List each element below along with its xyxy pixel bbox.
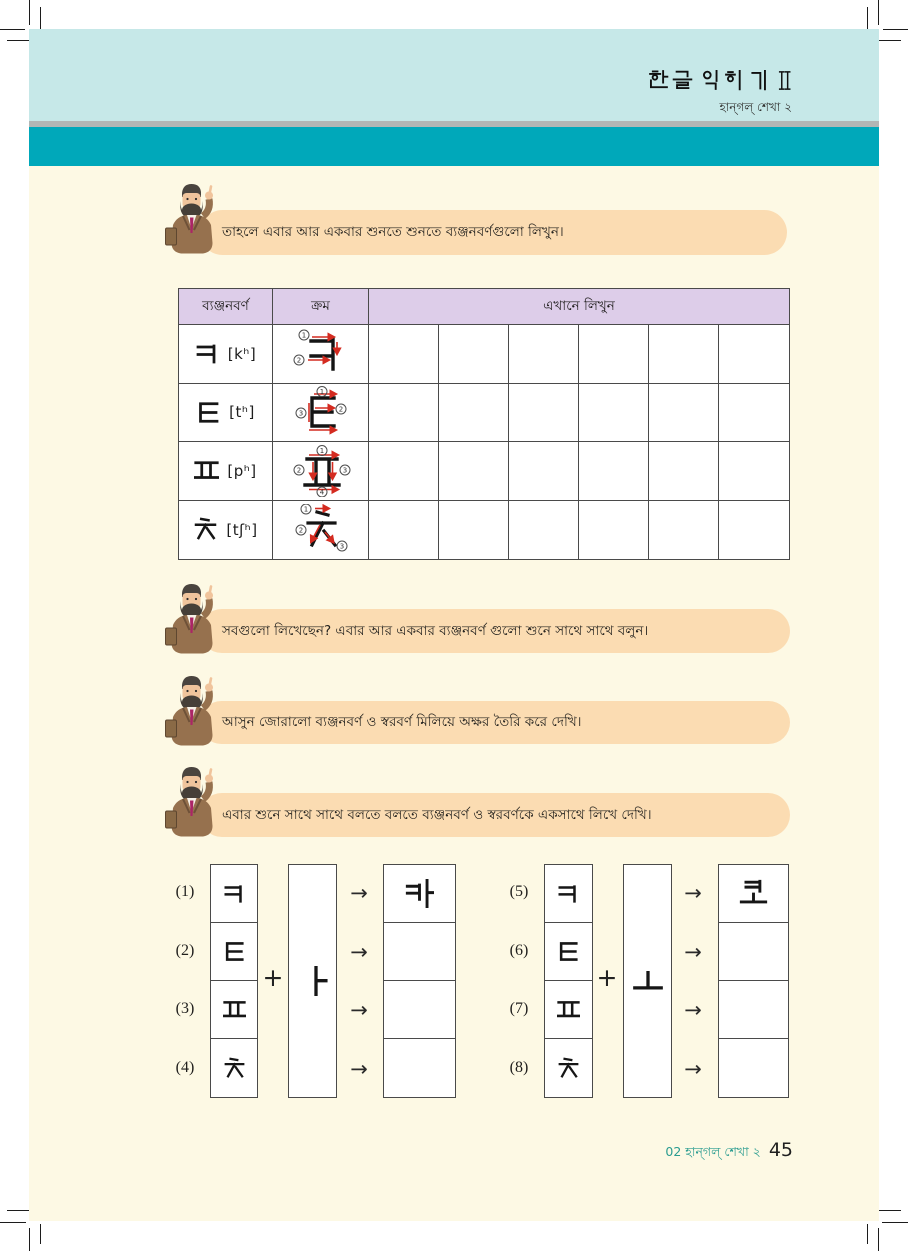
hangul-p-glyph [194,458,219,483]
table-header-write-here: এখানে লিখুন [369,289,789,325]
hangul-k-glyph [223,882,246,905]
svg-text:1: 1 [303,505,308,514]
consonant-cell [179,384,273,443]
hangul-syllable-geul [672,70,693,91]
roman-numeral-ii [777,70,792,91]
stroke-order-k-diagram [286,328,356,380]
consonant-cell [179,325,273,384]
consonant-box [545,923,592,981]
crop-mark [882,1222,908,1223]
consonant-box [545,865,592,923]
speech-bubble [200,701,790,744]
arrow-icon: → [684,998,702,1022]
consonant-box [211,981,257,1039]
crop-mark [7,1210,29,1211]
teacher-icon [163,582,221,656]
arrow-icon: → [350,881,368,905]
answer-box [719,981,788,1039]
vowel-box [623,864,672,1098]
consonant-box-column [210,864,258,1098]
svg-text:3: 3 [339,542,344,551]
speech-bubble [200,609,790,653]
exercise-row-number: (6) [509,942,529,959]
write-cell [579,442,649,501]
svg-text:4: 4 [319,488,324,497]
write-cell [369,325,439,384]
exercise-row-number: (7) [509,1000,529,1017]
bubble-text: তাহলে এবার আর একবার শুনতে শুনতে ব্যঞ্জনবর্ণগুলো লিখুন। [222,224,564,240]
consonant-box [545,1039,592,1097]
page-footer [665,1139,793,1164]
answer-box [384,1039,455,1097]
practice-table [178,288,790,560]
write-cell [719,501,789,560]
write-cell [649,384,719,443]
svg-text:1: 1 [319,388,324,397]
pronunciation: [kʰ] [227,344,257,363]
accent-band [29,127,879,166]
crop-mark [878,0,879,25]
hangul-t-glyph [557,940,580,963]
write-cell [369,442,439,501]
answer-box [719,865,788,923]
pronunciation: [tʃʰ] [226,520,258,539]
crop-mark [29,0,30,25]
exercise-row-number: (4) [175,1059,195,1076]
crop-mark [878,40,901,41]
hangul-p-glyph [557,998,580,1021]
vowel-box [288,864,337,1098]
crop-mark [0,1222,26,1223]
consonant-box [211,1039,257,1097]
bubble-text: এবার শুনে সাথে সাথে বলতে বলতে ব্যঞ্জনবর্ণ ও স্বরবর্ণকে একসাথে লিখে দেখি। [222,806,652,823]
write-cell [719,325,789,384]
hangul-a-glyph [298,966,328,996]
stroke-order-cell [273,501,369,560]
crop-mark [40,1224,41,1244]
write-cell [509,325,579,384]
write-cell [649,501,719,560]
svg-text:2: 2 [296,466,301,475]
hangul-syllable-ik [701,70,722,91]
hangul-t-glyph [196,400,221,425]
arrow-icon: → [350,1057,368,1081]
table-header-order: ক্রম [273,289,369,325]
svg-text:2: 2 [296,356,301,365]
arrow-icon: → [684,1057,702,1081]
hangul-o-glyph [633,966,663,996]
consonant-cell [179,501,273,560]
crop-mark [879,1210,901,1211]
arrow-icon: → [684,940,702,964]
crop-mark [867,1224,868,1244]
pronunciation: [pʰ] [227,461,257,480]
teacher-icon [163,182,221,256]
write-cell [579,325,649,384]
stroke-order-t-diagram [286,386,356,438]
write-cell [439,384,509,443]
write-cell [579,501,649,560]
crop-mark [7,40,30,41]
svg-text:3: 3 [298,409,303,418]
hangul-t-glyph [223,940,246,963]
hangul-syllable-hi [725,70,746,91]
stroke-order-cell [273,384,369,443]
hangul-p-glyph [223,998,246,1021]
hangul-k-glyph [557,882,580,905]
hangul-ka-glyph [405,879,434,908]
write-cell [649,442,719,501]
crop-mark [0,29,25,30]
svg-text:1: 1 [319,446,324,455]
speech-bubble [200,210,787,255]
arrow-icon: → [350,940,368,964]
exercise-row-number: (1) [175,883,195,900]
footer-chapter: 02 হান্গল্ শেখা ২ [665,1144,761,1159]
hangul-ch-glyph [557,1057,580,1080]
answer-box-column [383,864,456,1098]
plus-sign: + [596,963,618,992]
write-cell [719,384,789,443]
write-cell [579,384,649,443]
hangul-k-glyph [195,341,220,366]
consonant-box [211,923,257,981]
write-cell [369,384,439,443]
write-cell [509,501,579,560]
answer-box [719,923,788,981]
answer-box [384,865,455,923]
bubble-text: সবগুলো লিখেছেন? এবার আর একবার ব্যঞ্জনবর্ণ গুলো শুনে সাথে সাথে বলুন। [222,622,649,639]
exercise-row-number: (2) [175,942,195,959]
answer-box [719,1039,788,1097]
svg-text:1: 1 [301,331,306,340]
write-cell [719,442,789,501]
svg-text:2: 2 [338,405,343,414]
hangul-ko-glyph [739,879,768,908]
arrow-icon: → [350,998,368,1022]
speech-bubble [200,793,790,837]
answer-box-column [718,864,789,1098]
write-cell [439,442,509,501]
page-title [648,70,792,91]
exercise-row-number: (8) [509,1059,529,1076]
plus-sign: + [262,963,284,992]
stroke-order-cell [273,442,369,501]
write-cell [439,325,509,384]
write-cell [509,442,579,501]
hangul-ch-glyph [223,1057,246,1080]
arrow-icon: → [684,881,702,905]
stroke-order-p-diagram [286,445,356,497]
write-cell [649,325,719,384]
crop-mark [883,29,908,30]
teacher-icon [163,765,221,839]
svg-text:3: 3 [342,466,347,475]
teacher-icon [163,674,221,748]
exercise-row-number: (3) [175,1000,195,1017]
consonant-box [545,981,592,1039]
page-subtitle: হান্গল্ শেখা ২ [719,100,792,114]
hangul-syllable-gi [749,70,770,91]
write-cell [439,501,509,560]
hangul-syllable-han [648,70,669,91]
answer-box [384,923,455,981]
write-cell [509,384,579,443]
exercise-row-number: (5) [509,883,529,900]
stroke-order-cell [273,325,369,384]
hangul-ch-glyph [193,517,218,542]
crop-mark [878,1228,879,1251]
pronunciation: [tʰ] [229,403,255,422]
write-cell [369,501,439,560]
crop-mark [29,1228,30,1251]
consonant-box-column [544,864,593,1098]
consonant-cell [179,442,273,501]
consonant-box [211,865,257,923]
footer-page-number: 45 [768,1139,793,1161]
answer-box [384,981,455,1039]
svg-text:2: 2 [298,526,303,535]
table-header-consonant: ব্যঞ্জনবর্ণ [179,289,273,325]
bubble-text: আসুন জোরালো ব্যঞ্জনবর্ণ ও স্বরবর্ণ মিলিয়ে অক্ষর তৈরি করে দেখি। [222,714,582,730]
stroke-order-ch-diagram [286,504,356,556]
